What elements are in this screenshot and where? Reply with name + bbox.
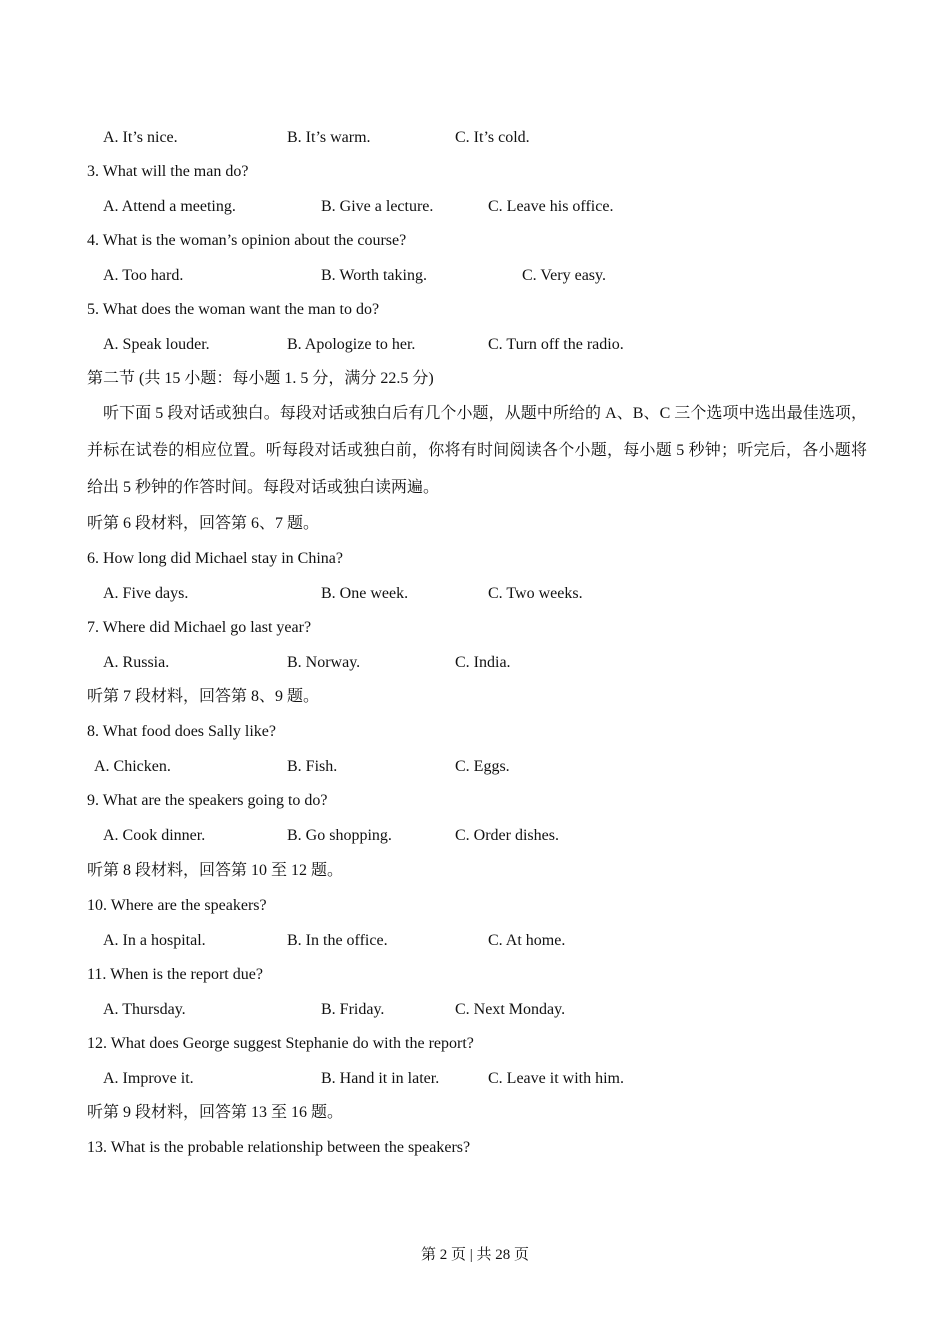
q7-option-b: B. Norway. xyxy=(287,654,361,671)
page-footer: 第 2 页 | 共 28 页 xyxy=(420,1247,529,1263)
q6-option-c: C. Two weeks. xyxy=(488,585,583,602)
q7-option-c: C. India. xyxy=(455,654,511,671)
q8-option-a: A. Chicken. xyxy=(94,758,171,775)
q8-option-b: B. Fish. xyxy=(287,758,338,775)
q11-option-a: A. Thursday. xyxy=(103,1001,186,1018)
q10-option-c: C. At home. xyxy=(488,932,566,949)
q11-option-c: C. Next Monday. xyxy=(455,1001,566,1018)
q12-option-c: C. Leave it with him. xyxy=(488,1070,624,1087)
q10-stem: 10. Where are the speakers? xyxy=(87,897,267,914)
material-6-heading: 听第 6 段材料，回答第 6、7 题。 xyxy=(87,515,320,532)
q4-option-b: B. Worth taking. xyxy=(321,267,427,284)
q5-option-c: C. Turn off the radio. xyxy=(488,336,624,353)
q3-option-a: A. Attend a meeting. xyxy=(103,198,236,215)
q7-stem: 7. Where did Michael go last year? xyxy=(87,619,312,636)
q10-option-a: A. In a hospital. xyxy=(103,932,206,949)
material-9-heading: 听第 9 段材料，回答第 13 至 16 题。 xyxy=(87,1104,344,1121)
section-2-instructions: 听下面 5 段对话或独白。每段对话或独白后有几个小题，从题中所给的 A、B、C 三个选项中选出最佳选项，并标在试卷的相应位置。听每段对话或独白前，你将有时间阅读各个小题，每小题 5 秒钟；听完后，各小题将给出 5 秒钟的作答时间。每段对话或独白读两遍。 xyxy=(87,405,867,496)
q10-option-b: B. In the office. xyxy=(287,932,388,949)
q2-option-b: B. It’s warm. xyxy=(287,129,371,146)
q4-option-a: A. Too hard. xyxy=(103,267,184,284)
q4-option-c: C. Very easy. xyxy=(522,267,606,284)
q3-option-b: B. Give a lecture. xyxy=(321,198,434,215)
q8-stem: 8. What food does Sally like? xyxy=(87,723,276,740)
q13-stem: 13. What is the probable relationship between the speakers? xyxy=(87,1139,471,1156)
q5-option-a: A. Speak louder. xyxy=(103,336,210,353)
q9-option-b: B. Go shopping. xyxy=(287,827,392,844)
q9-option-c: C. Order dishes. xyxy=(455,827,559,844)
q9-stem: 9. What are the speakers going to do? xyxy=(87,792,328,809)
q5-option-b: B. Apologize to her. xyxy=(287,336,416,353)
q2-option-a: A. It’s nice. xyxy=(103,129,178,146)
q12-stem: 12. What does George suggest Stephanie do with the report? xyxy=(87,1035,474,1052)
q2-option-c: C. It’s cold. xyxy=(455,129,530,146)
q6-option-b: B. One week. xyxy=(321,585,409,602)
q6-stem: 6. How long did Michael stay in China? xyxy=(87,550,343,567)
q12-option-a: A. Improve it. xyxy=(103,1070,194,1087)
q8-option-c: C. Eggs. xyxy=(455,758,510,775)
q6-option-a: A. Five days. xyxy=(103,585,189,602)
q12-option-b: B. Hand it in later. xyxy=(321,1070,440,1087)
q3-stem: 3. What will the man do? xyxy=(87,163,249,180)
material-8-heading: 听第 8 段材料，回答第 10 至 12 题。 xyxy=(87,862,344,879)
q9-option-a: A. Cook dinner. xyxy=(103,827,206,844)
q11-option-b: B. Friday. xyxy=(321,1001,385,1018)
section-2-heading: 第二节 (共 15 小题：每小题 1. 5 分，满分 22.5 分) xyxy=(87,370,434,387)
q7-option-a: A. Russia. xyxy=(103,654,170,671)
q5-stem: 5. What does the woman want the man to do? xyxy=(87,301,380,318)
material-7-heading: 听第 7 段材料，回答第 8、9 题。 xyxy=(87,688,320,705)
q4-stem: 4. What is the woman’s opinion about the course? xyxy=(87,232,407,249)
q3-option-c: C. Leave his office. xyxy=(488,198,614,215)
q11-stem: 11. When is the report due? xyxy=(87,966,263,983)
